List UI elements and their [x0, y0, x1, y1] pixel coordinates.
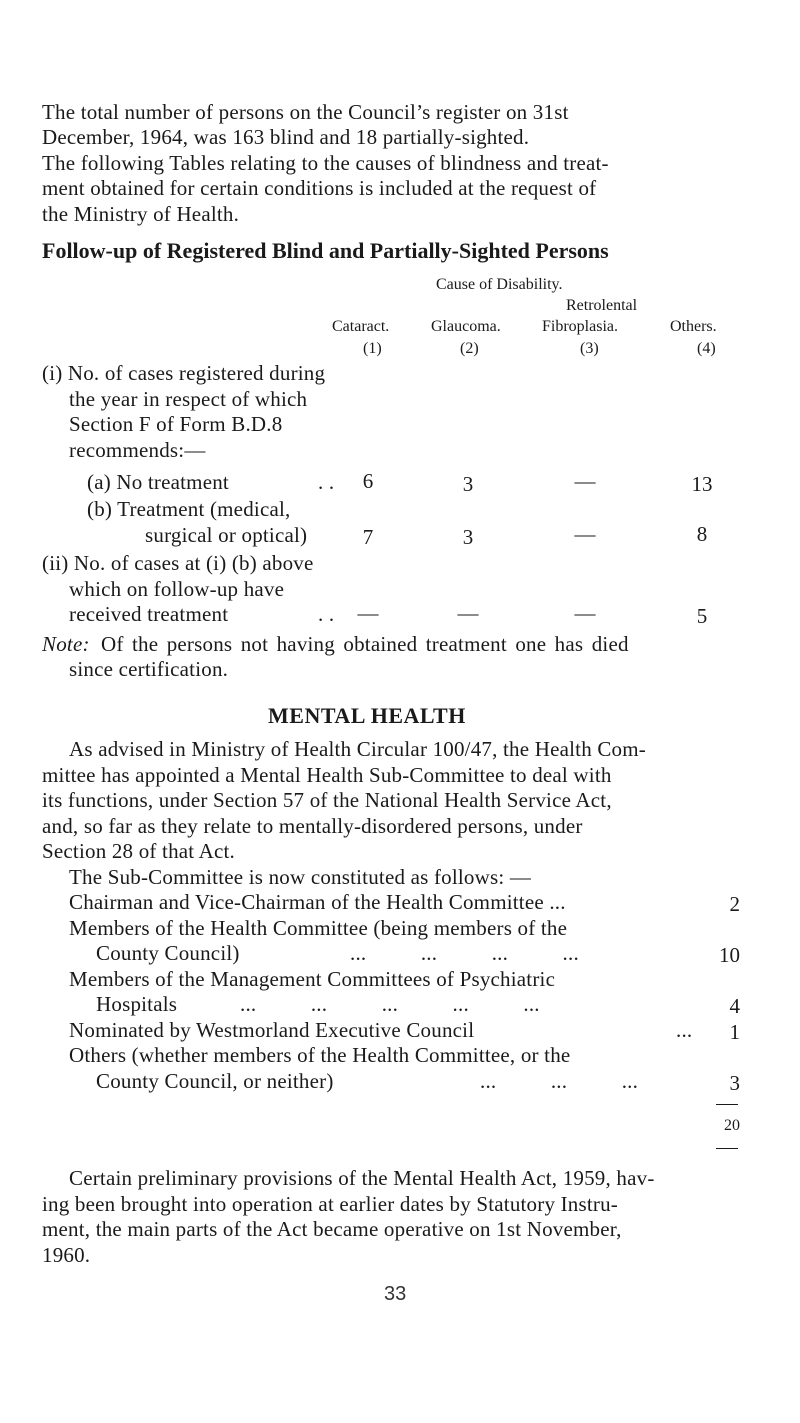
intro-line-2: December, 1964, was 163 blind and 18 partially-sighted. [42, 125, 530, 149]
total-rule-bottom [716, 1148, 738, 1149]
cause-header: Cause of Disability. [436, 276, 563, 293]
row-b-label-1: (b) Treatment (medical, [87, 497, 291, 521]
item-ii-val-1: — [357, 601, 379, 625]
members-total: 20 [724, 1117, 740, 1134]
row-b-val-4: 8 [696, 522, 708, 546]
col-4-name: Others. [670, 318, 717, 335]
member-2-value: 10 [719, 943, 740, 967]
col-2-num: (2) [460, 340, 479, 357]
mental-p2-line-1: Certain preliminary provisions of the Mental Health Act, 1959, hav- [69, 1166, 655, 1190]
item-ii-line-2: which on follow-up have [69, 577, 285, 601]
note-label: Note: [42, 632, 90, 656]
member-4-dots: ... [676, 1018, 693, 1042]
row-a-dots: . . [318, 470, 335, 494]
member-1-line-1: Chairman and Vice-Chairman of the Health Committee ... [69, 890, 566, 914]
total-rule-top [716, 1104, 738, 1105]
constituted-line: The Sub-Committee is now constituted as follows: — [69, 865, 532, 889]
item-ii-dots: . . [318, 602, 335, 626]
col-2-name: Glaucoma. [431, 318, 501, 335]
row-a-val-2: 3 [462, 472, 474, 496]
item-i-line-4: recommends:— [69, 438, 206, 462]
mental-p2-line-2: ing been brought into operation at earlier dates by Statutory Instru- [42, 1192, 618, 1216]
item-ii-val-2: — [457, 601, 479, 625]
item-ii-line-1: (ii) No. of cases at (i) (b) above [42, 551, 314, 575]
note-line-1: Of the persons not having obtained treatment one has died [101, 632, 629, 656]
row-a-val-1: 6 [362, 469, 374, 493]
member-5-line-2: County Council, or neither) [96, 1069, 334, 1093]
mental-p1-line-1: As advised in Ministry of Health Circular 100/47, the Health Com- [69, 737, 646, 761]
item-i-line-1: (i) No. of cases registered during [42, 361, 326, 385]
row-a-label: (a) No treatment [87, 470, 229, 494]
mental-p1-line-5: Section 28 of that Act. [42, 839, 235, 863]
col-3-top: Retrolental [566, 297, 638, 314]
row-a-val-3: — [574, 469, 596, 493]
col-1-num: (1) [363, 340, 382, 357]
member-5-value: 3 [729, 1071, 740, 1095]
page-number: 33 [384, 1283, 407, 1305]
row-b-val-1: 7 [362, 525, 374, 549]
member-3-value: 4 [729, 994, 740, 1018]
item-ii-val-3: — [574, 601, 596, 625]
item-ii-line-3: received treatment [69, 602, 229, 626]
intro-line-5: the Ministry of Health. [42, 202, 240, 226]
item-i-line-3: Section F of Form B.D.8 [69, 412, 283, 436]
intro-line-1: The total number of persons on the Council’s register on 31st [42, 100, 569, 124]
mental-p1-line-4: and, so far as they relate to mentally-disordered persons, under [42, 814, 583, 838]
mental-title: MENTAL HEALTH [268, 703, 466, 728]
col-1-name: Cataract. [332, 318, 390, 335]
col-3-num: (3) [580, 340, 599, 357]
member-3-dots: ... ... ... ... ... [240, 992, 540, 1016]
member-4-line-1: Nominated by Westmorland Executive Council [69, 1018, 475, 1042]
member-5-dots: ... ... ... [480, 1069, 639, 1093]
note-line-2: since certification. [69, 657, 229, 681]
mental-p1-line-3: its functions, under Section 57 of the National Health Service Act, [42, 788, 612, 812]
member-2-dots: ... ... ... ... [350, 941, 579, 965]
member-1-value: 2 [729, 892, 740, 916]
followup-title: Follow-up of Registered Blind and Partially-Sighted Persons [42, 238, 609, 263]
mental-p2-line-3: ment, the main parts of the Act became operative on 1st November, [42, 1217, 622, 1241]
member-3-line-2: Hospitals [96, 992, 178, 1016]
row-a-val-4: 13 [691, 472, 713, 496]
col-3-name: Fibroplasia. [542, 318, 618, 335]
intro-line-4: ment obtained for certain conditions is included at the request of [42, 176, 597, 200]
member-2-line-2: County Council) [96, 941, 240, 965]
item-i-line-2: the year in respect of which [69, 387, 308, 411]
member-5-line-1: Others (whether members of the Health Committee, or the [69, 1043, 571, 1067]
member-2-line-1: Members of the Health Committee (being members of the [69, 916, 568, 940]
member-4-value: 1 [729, 1020, 740, 1044]
intro-line-3: The following Tables relating to the causes of blindness and treat- [42, 151, 609, 175]
row-b-label-2: surgical or optical) [145, 523, 308, 547]
member-3-line-1: Members of the Management Committees of Psychiatric [69, 967, 556, 991]
row-b-val-3: — [574, 522, 596, 546]
row-b-val-2: 3 [462, 525, 474, 549]
mental-p1-line-2: mittee has appointed a Mental Health Sub-Committee to deal with [42, 763, 612, 787]
mental-p2-line-4: 1960. [42, 1243, 91, 1267]
item-ii-val-4: 5 [696, 604, 708, 628]
col-4-num: (4) [697, 340, 716, 357]
